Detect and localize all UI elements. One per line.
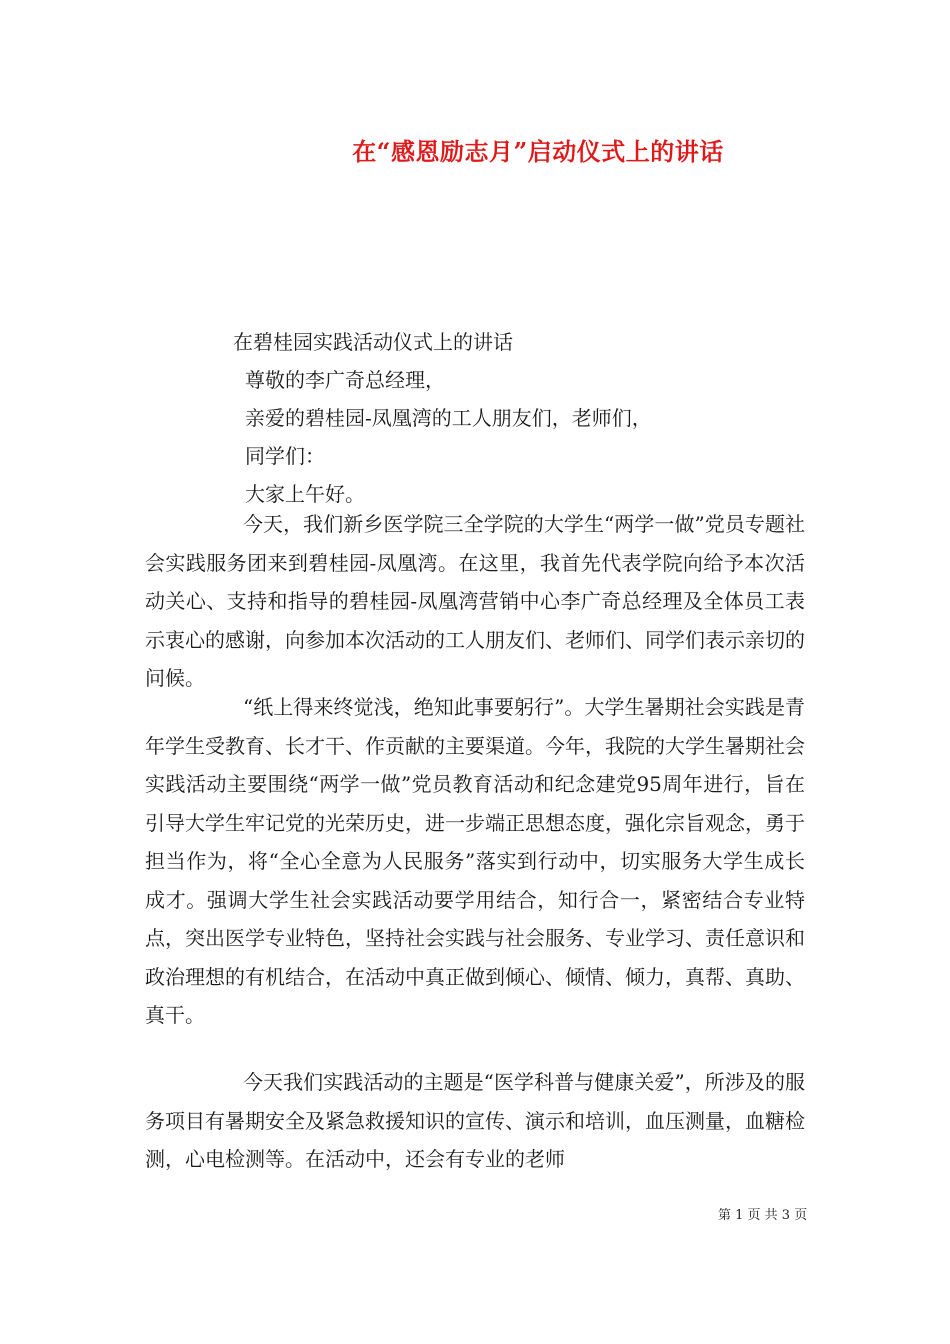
body-paragraph: “纸上得来终觉浅，绝知此事要躬行”。大学生暑期社会实践是青年学生受教育、长才干、作贡献的主要渠道。今年，我院的大学生暑期社会实践活动主要围绕“两学一做”党员教育活动和纪念建党95周年进行，旨在引导大学生牢记党的光荣历史，进一步端正思想态度，强化宗旨观念，勇于担当作为，将“全心全意为人民服务”落实到行动中，切实服务大学生成长成才。强调大学生社会实践活动要学用结合，知行合一，紧密结合专业特点，突出医学专业特色，坚持社会实践与社会服务、专业学习、责任意识和政治理想的有机结合，在活动中真正做到倾心、倾情、倾力，真帮、真助、真干。 (145, 695, 805, 1027)
salutation-line: 亲爱的碧桂园-凤凰湾的工人朋友们，老师们， (245, 406, 652, 430)
salutation-line: 尊敬的李广奇总经理， (245, 368, 445, 392)
body-paragraph: 今天，我们新乡医学院三全学院的大学生“两学一做”党员专题社会实践服务团来到碧桂园-凤凰湾。在这里，我首先代表学院向给予本次活动关心、支持和指导的碧桂园-凤凰湾营销中心李广奇总经理及全体员工表示衷心的感谢，向参加本次活动的工人朋友们、老师们、同学们表示亲切的问候。 (145, 512, 805, 690)
salutation-line: 同学们： (245, 444, 325, 468)
document-title: 在“感恩励志月”启动仪式上的讲话 (352, 137, 724, 166)
page-number: 第 1 页 共 3 页 (718, 1208, 808, 1223)
body-paragraph: 今天我们实践活动的主题是“医学科普与健康关爱”，所涉及的服务项目有暑期安全及紧急救援知识的宣传、演示和培训，血压测量，血糖检测，心电检测等。在活动中，还会有专业的老师 (145, 1070, 805, 1171)
greeting-line: 大家上午好。 (245, 482, 365, 506)
speech-subtitle: 在碧桂园实践活动仪式上的讲话 (233, 330, 513, 354)
